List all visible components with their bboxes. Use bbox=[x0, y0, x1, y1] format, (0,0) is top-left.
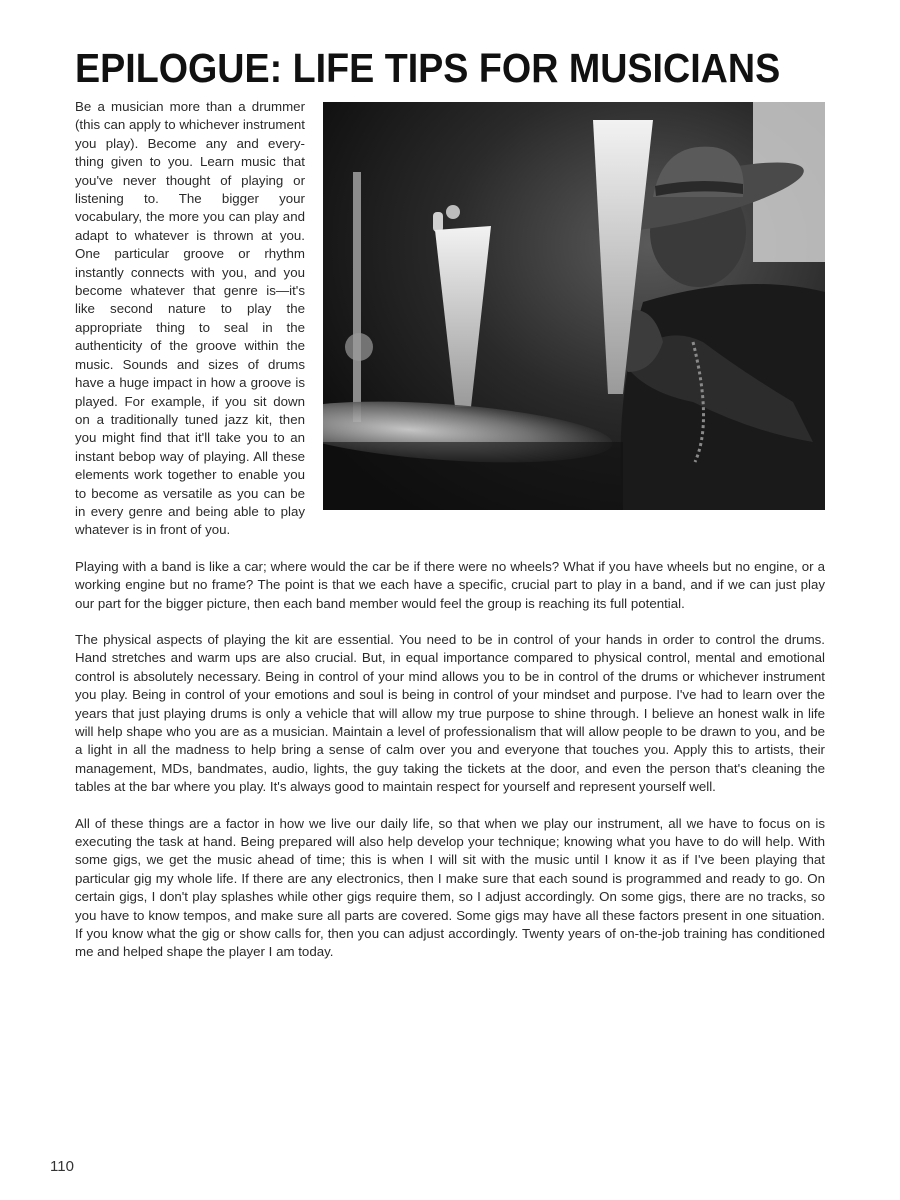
article-body bbox=[75, 98, 825, 980]
page-number: 110 bbox=[50, 1158, 74, 1175]
paragraph: Playing with a band is like a car; where would the car be if there were no wheels? What if you have wheels but no engine, or a working engine but no frame? The point is that we each have a specific, crucial part to play in a band, and if we can just play our part for the bigger picture, then each band member would feel the group is reaching its full potential. bbox=[75, 558, 825, 611]
drummer-photo-illustration bbox=[323, 102, 825, 510]
paragraph: The physical aspects of playing the kit are essential. You need to be in control of your hands in order to control the drums. Hand stretches and warm ups are also crucial. But, in equal importance compared to physical control, mental and emotional control is absolutely necessary. Being in control of your mind allows you to be in control of the drums or whichever instrument you play. Being in control of your emotions and soul is being in control of your mindset and purpose. I've had to learn over the years that just playing drums is only a vehicle that will allow my true purpose to shine through. I believe an honest walk in life will help shape who you are as a musician. Maintain a level of professionalism that will allow people to be drawn to you, and be a light in all the madness to help bring a sense of calm over you and everyone that touches you. Apply this to artists, their management, MDs, bandmates, audio, lights, the guy taking the tickets at the door, and even the person that's cleaning the tables at the bar where you play. It's always good to maintain respect for yourself and represent yourself well. bbox=[75, 631, 825, 795]
paragraph: All of these things are a factor in how we live our daily life, so that when we play our instrument, all we have to focus on is executing the task at hand. Being prepared will also help develop your technique; knowing what you have to do will help. With some gigs, we get the music ahead of time; this is when I will sit with the music until I know it as if I've been playing that particular gig my whole life. If there are any electronics, then I make sure that each sound is programmed and ready to go. On certain gigs, I don't play splashes while other gigs require them, so I adjust accordingly. On some gigs, there are no tracks, so you have to know tempos, and make sure all parts are covered. Some gigs may have all these factors present in one situation. If you know what the gig or show calls for, then you can adjust accordingly. Twenty years of on-the-job training has conditioned me and helped shape the player I am today. bbox=[75, 815, 825, 960]
paragraph: Be a musician more than a drummer (this can apply to whichever instrument you play). Become any and every-thing given to you. Learn music that you've never thought of playing or listening to. The bigger your vocabulary, the more you can play and adapt to whatever is thrown at you. One particular groove or rhythm instantly connects with you, and you become whatever that genre is—it's like second nature to play the appropriate thing to seal in the authenticity of the groove within the music. Sounds and sizes of drums have a huge impact in how a groove is played. For example, if you sit down on a traditionally tuned jazz kit, then you might find that it'll take you to an instant bebop way of playing. All these elements work together to enable you to become as versatile as you can be in every genre and being able to play whatever is in front of you. bbox=[75, 99, 305, 538]
page-title: EPILOGUE: LIFE TIPS FOR MUSICIANS bbox=[75, 45, 781, 91]
drummer-photo bbox=[323, 102, 825, 510]
